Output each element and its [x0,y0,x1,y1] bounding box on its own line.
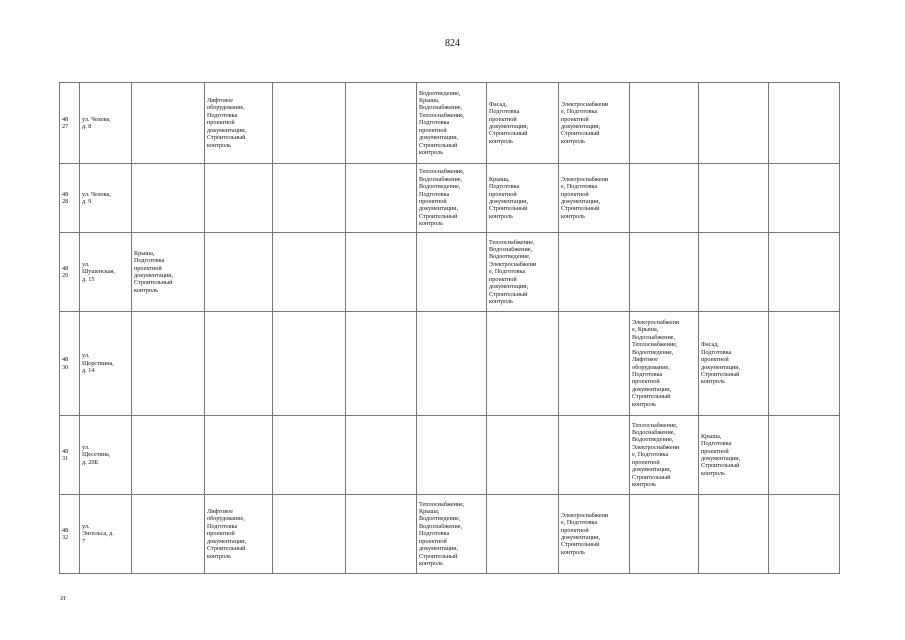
row-number-cell [60,312,80,416]
work-cell [205,83,273,164]
table-row [60,164,840,233]
work-cell [699,312,769,416]
address-cell-text: ул. Щорсткина, д. 14 [82,352,114,375]
work-cell [769,416,840,495]
work-cell-text: Крыша, Подготовка проектной документации, Строительный контроль [701,432,741,477]
address-cell-text: ул. Щесетина, д. 20Б [82,443,111,466]
work-cell [630,495,699,574]
footer-mark: зт [60,594,66,602]
work-cell [417,233,487,312]
work-cell [417,164,487,233]
work-cell [699,164,769,233]
work-cell [205,416,273,495]
work-cell [769,312,840,416]
work-cell [346,495,417,574]
work-cell [699,495,769,574]
address-cell-text: ул. Чехова, д. 8 [82,115,111,130]
work-cell [699,416,769,495]
table-row [60,83,840,164]
row-number-cell [60,233,80,312]
table-row [60,416,840,495]
work-cell-text: Лифтовое оборудование, Подготовка проектной документации, Строительный контроль [207,508,247,560]
work-cell-text: Электроснабжени е, Подготовка проектной документации, Строительный контроль [561,100,609,145]
work-cell [559,233,630,312]
address-cell-text: ул. Чехова, д. 9 [82,190,111,205]
page-number: 824 [445,38,460,49]
work-cell [630,233,699,312]
work-cell [630,83,699,164]
row-number-cell [60,83,80,164]
row-number-cell-text: 48 30 [62,356,69,371]
work-cell [132,83,205,164]
work-cell [132,233,205,312]
work-cell [630,416,699,495]
work-cell [273,83,346,164]
work-cell [487,416,559,495]
work-cell [417,312,487,416]
work-cell [417,495,487,574]
work-cell-text: Крыша, Подготовка проектной документации, Строительный контроль [134,249,174,294]
work-cell [487,164,559,233]
work-cell [769,83,840,164]
work-cell [417,83,487,164]
work-cell [205,312,273,416]
work-cell [132,495,205,574]
work-cell [769,233,840,312]
table-row [60,312,840,416]
work-cell [132,312,205,416]
work-cell [273,495,346,574]
work-cell-text: Электроснабжени е, Подготовка проектной документации, Строительный контроль [561,175,609,220]
address-cell [80,416,132,495]
row-number-cell-text: 48 32 [62,526,69,541]
work-cell [132,164,205,233]
work-cell [487,233,559,312]
row-number-cell [60,495,80,574]
work-cell [559,83,630,164]
work-cell [559,495,630,574]
work-cell [769,495,840,574]
work-cell [630,164,699,233]
work-cell [346,164,417,233]
work-cell [699,233,769,312]
address-cell [80,233,132,312]
work-cell-text: Лифтовое оборудование, Подготовка проектной документации, Строительный контроль [207,97,247,149]
address-cell [80,312,132,416]
work-cell [205,495,273,574]
work-cell [205,233,273,312]
address-cell [80,83,132,164]
row-number-cell-text: 48 31 [62,447,69,462]
work-cell-text: Фасад, Подготовка проектной документации, Строительный контроль [701,341,741,386]
work-cell [559,164,630,233]
work-cell [273,164,346,233]
work-cell-text: Электроснабжени е, Подготовка проектной документации, Строительный контроль [561,511,609,556]
work-cell [273,416,346,495]
work-cell [132,416,205,495]
work-cell [346,83,417,164]
row-number-cell-text: 48 28 [62,190,69,205]
work-cell [346,416,417,495]
work-cell [559,416,630,495]
work-cell-text: Водоотведение, Крыша, Водоснабжение, Теплоснабжение, Подготовка проектной документации, Строительный контроль [419,89,465,156]
work-cell [769,164,840,233]
work-cell [417,416,487,495]
work-cell [487,312,559,416]
work-cell [487,83,559,164]
address-cell-text: ул. Шушенская, д. 15 [82,260,115,283]
work-cell-text: Теплоснабжение, Водоснабжение, Водоотведение, Электроснабжени е, Подготовка проектной документации, Строительный контроль [632,421,680,488]
work-cell-text: Теплоснабжение, Водоснабжение, Водоотведение, Электроснабжени е, Подготовка проектной документации, Строительный контроль [489,238,537,305]
row-number-cell [60,164,80,233]
work-cell [346,233,417,312]
work-cell [559,312,630,416]
works-table [59,82,840,574]
work-cell [630,312,699,416]
work-cell [273,312,346,416]
work-cell-text: Теплоснабжение, Водоснабжение, Водоотведение, Подготовка проектной документации, Строительный контроль [419,168,465,228]
work-cell-text: Крыша, Подготовка проектной документации, Строительный контроль [489,175,529,220]
row-number-cell-text: 48 27 [62,115,69,130]
work-cell-text: Фасад, Подготовка проектной документации, Строительный контроль [489,100,529,145]
row-number-cell [60,416,80,495]
table-row [60,233,840,312]
work-cell [205,164,273,233]
row-number-cell-text: 48 29 [62,264,69,279]
work-cell-text: Электроснабжени е, Крыша, Водоснабжение, Теплоснабжение, Водоотведение, Лифтовое оборудование, Подготовка проектной документации, Строительный контроль [632,319,680,408]
work-cell [273,233,346,312]
work-cell [487,495,559,574]
work-cell [346,312,417,416]
address-cell-text: ул. Энгельса, д. 7 [82,522,114,545]
work-cell [699,83,769,164]
work-cell-text: Теплоснабжение, Крыша, Водоотведение, Водоснабжение, Подготовка проектной документации, Строительный контроль [419,500,465,567]
table-row [60,495,840,574]
address-cell [80,495,132,574]
address-cell [80,164,132,233]
